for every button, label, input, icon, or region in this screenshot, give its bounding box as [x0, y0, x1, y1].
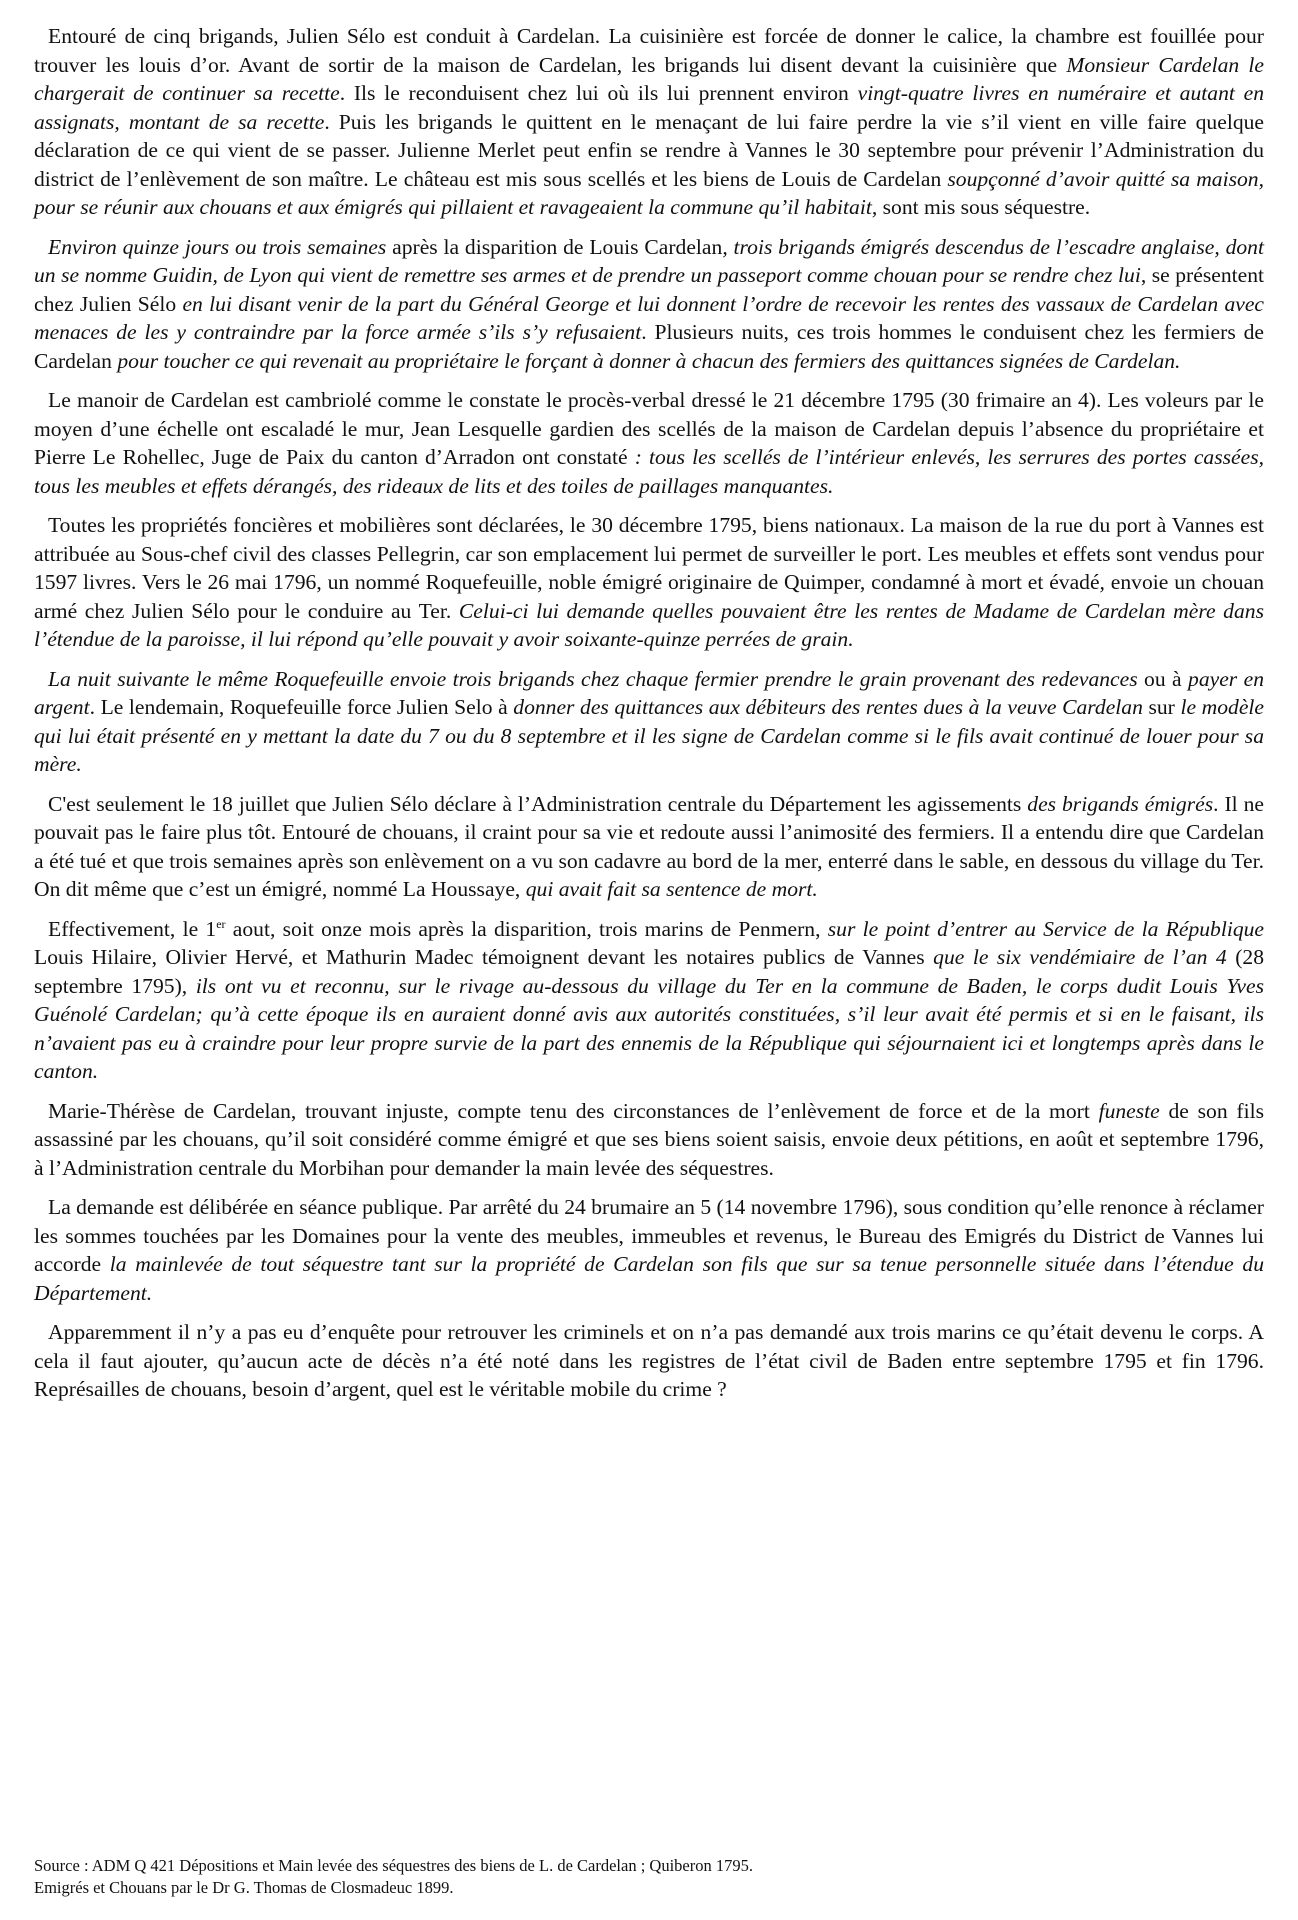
paragraph	[34, 790, 1264, 904]
paragraph	[34, 22, 1264, 222]
text-segment: sont mis sous séquestre.	[877, 195, 1091, 219]
document-body	[34, 22, 1264, 1415]
italic-text: vingt-quatre livres en numéraire et autant en assignats, montant de sa recette	[34, 81, 1265, 134]
text-segment: , se présentent chez Julien Sélo	[34, 263, 1264, 316]
italic-text: sur le point d’entrer au Service de la République	[827, 916, 1265, 941]
italic-text: en lui disant venir de la part du Général George et lui donnent l’ordre de recevoir les rentes des vassaux de Cardelan avec menaces de les y contraindre par la force armée s’ils s’y refusaient	[34, 291, 1265, 344]
text-segment: Marie-Thérèse de Cardelan, trouvant injuste, compte tenu des circonstances de l’enlèvement de force et de la mort	[48, 1098, 1099, 1123]
text-segment: Le manoir de Cardelan est cambriolé comme le constate le procès-verbal dressé le 21 décembre 1795 (30 frimaire an 4). Les voleurs par le moyen d’une échelle ont escaladé le mur, Jean Lesquelle gardien des scellés de la maison de Cardelan depuis l’absence du propriétaire et Pierre Le Rohellec, Juge de Paix du canton d’Arradon ont constaté	[34, 388, 1264, 469]
italic-text: que le six vendémiaire de l’an 4	[933, 945, 1227, 969]
italic-text: donner des quittances aux débiteurs des rentes dues à la veuve Cardelan	[513, 695, 1143, 719]
text-segment: La demande est délibérée en séance publique. Par arrêté du 24 brumaire an 5 (14 novembre 1796), sous condition qu’elle renonce à réclamer les sommes touchées par les Domaines pour la vente des meubles, immeubles et revenus, le Bureau des Emigrés du District de Vannes lui accorde	[34, 1195, 1264, 1276]
italic-text: des brigands émigrés	[1027, 791, 1214, 816]
italic-text: ils ont vu et reconnu, sur le rivage au-dessous du village du Ter en la commune de Baden, le corps dudit Louis Yves Guénolé Cardelan; qu’à cette époque ils en auraient donné avis aux autorités constituées, s’il leur avait été permis et si en le faisant, ils n’avaient pas eu à craindre pour leur propre survie de la part des ennemis de la République qui séjournaient ici et longtemps après dans le canton.	[34, 973, 1264, 1083]
text-segment: . Plusieurs nuits, ces trois hommes le conduisent chez les fermiers de Cardelan	[34, 320, 1264, 373]
source-note	[34, 1855, 1264, 1899]
text-segment: Entouré de cinq brigands, Julien Sélo est conduit à Cardelan. La cuisinière est forcée de donner le calice, la chambre est fouillée pour trouver les louis d’or. Avant de sortir de la maison de Cardelan, les brigands lui disent devant la cuisinière que	[34, 24, 1264, 77]
paragraph	[34, 233, 1264, 376]
source-line: Emigrés et Chouans par le Dr G. Thomas de Closmadeuc 1899.	[34, 1878, 454, 1897]
text-segment: Toutes les propriétés foncières et mobilières sont déclarées, le 30 décembre 1795, biens nationaux. La maison de la rue du port à Vannes est attribuée au Sous-chef civil des classes Pellegrin, car son emplacement lui permet de surveiller le port. Les meubles et effets sont vendus pour 1597 livres. Vers le 26 mai 1796, un nommé Roquefeuille, noble émigré originaire de Quimper, condamné à mort et évadé	[34, 513, 1264, 594]
paragraph	[34, 915, 1264, 1086]
text-segment: . Puis les brigands le quittent en le menaçant de lui faire perdre la vie s’il vient en ville faire quelque déclaration de ce qui vient de se passer. Julienne Merlet peut enfin se rendre à Vannes le 30 septembre pour prévenir l’Administration du district de l’enlèvement de son maître. Le château est mis sous scellés et les biens de Louis de Cardelan	[34, 109, 1264, 191]
paragraph	[34, 665, 1264, 779]
text-segment: (28 septembre 1795),	[34, 945, 1264, 998]
italic-text: Monsieur Cardelan le chargerait de continuer sa recette	[34, 52, 1264, 105]
text-segment: aout, soit onze mois après la disparition, trois marins de Penmern,	[225, 916, 828, 941]
text-segment: . Il ne pouvait pas le faire plus tôt. Entouré de chouans, il craint pour sa vie et redoute aussi l’animosité des fermiers. Il a entendu dire que Cardelan a été tué et que trois semaines après son enlèvement on a vu son cadavre au bord de la mer, enterré dans le sable, en dessous du village du Ter. On dit même que c’est un émigré, nommé La Houssaye,	[34, 791, 1264, 901]
text-segment: après la disparition de Louis Cardelan	[386, 234, 723, 259]
text-segment: Louis Hilaire, Olivier Hervé, et Mathurin Madec témoignent devant les notaires publics de Vannes	[34, 945, 934, 969]
italic-text: qui avait fait sa sentence de mort.	[525, 877, 818, 901]
paragraph	[34, 1193, 1264, 1307]
italic-text: le modèle qui lui était présenté en y mettant la date du 7 ou du 8 septembre et il les signe de Cardelan comme si le fils avait continué de louer pour sa mère.	[34, 695, 1264, 776]
text-segment: de son fils assassiné par les chouans, qu’il soit considéré comme émigré et que ses biens soient saisis, envoie deux pétitions, en août et septembre 1796, à l’Administration centrale du Morbihan pour demander la main levée des séquestres.	[34, 1098, 1264, 1180]
italic-text: pour toucher ce qui revenait au propriétaire le forçant à donner à chacun des fermiers des quittances signées de Cardelan.	[117, 348, 1181, 373]
paragraph	[34, 386, 1264, 500]
text-segment: . Ils le reconduisent chez lui où ils lui prennent environ	[339, 81, 858, 105]
italic-text: la mainlevée de tout séquestre tant sur la propriété de Cardelan son fils que sur sa tenue personnelle située dans l’étendue du Département.	[34, 1252, 1264, 1305]
source-line: Source : ADM Q 421 Dépositions et Main levée des séquestres des biens de L. de Cardelan ; Quiberon 1795.	[34, 1856, 753, 1875]
italic-text: , trois brigands émigrés descendus de l’escadre anglaise, dont un se nomme Guidin, de Lyon qui vient de remettre ses armes et de prendre un passeport comme chouan pour se rendre chez lui	[34, 234, 1264, 287]
text-segment: sur	[1142, 695, 1181, 719]
italic-text: ,	[1099, 570, 1105, 594]
text-segment: envoie un chouan armé chez Julien Sélo pour le conduire au Ter.	[34, 570, 1264, 623]
italic-text: soupçonné d’avoir quitté sa maison, pour se réunir aux chouans et aux émigrés qui pillaient et ravageaient la commune qu’il habitait,	[34, 166, 1264, 219]
italic-text: Celui-ci lui demande quelles pouvaient être les rentes de Madame de Cardelan mère dans l’étendue de la paroisse, il lui répond qu’elle pouvait y avoir soixante-quinze perrées de grain.	[34, 598, 1264, 651]
italic-text: funeste	[1098, 1098, 1160, 1123]
paragraph	[34, 511, 1264, 654]
paragraph	[34, 1318, 1264, 1404]
italic-text: La nuit suivante le même Roquefeuille envoie trois brigands chez chaque fermier prendre le grain provenant des redevances	[48, 666, 1138, 691]
text-segment: Apparemment il n’y a pas eu d’enquête pour retrouver les criminels et on n’a pas demandé aux trois marins ce qu’était devenu le corps. A cela il faut ajouter, qu’aucun acte de décès n’a été noté dans les registres de l’état civil de Baden entre septembre 1795 et fin 1796. Représailles de chouans, besoin d’argent, quel est le véritable mobile du crime ?	[34, 1320, 1264, 1401]
italic-text: Environ quinze jours ou trois semaines	[48, 234, 387, 259]
text-segment: . Le lendemain, Roquefeuille force Julien Selo à	[89, 695, 514, 719]
superscript: er	[216, 916, 226, 931]
text-segment: ou à	[1137, 666, 1189, 691]
italic-text: payer en argent	[34, 666, 1265, 719]
paragraph	[34, 1097, 1264, 1183]
text-segment: C'est seulement le 18 juillet que Julien Sélo déclare à l’Administration centrale du Département les agissements	[48, 791, 1028, 816]
italic-text: : tous les scellés de l’intérieur enlevés, les serrures des portes cassées, tous les meubles et effets dérangés, des rideaux de lits et des toiles de paillages manquantes.	[34, 445, 1264, 498]
text-segment: Effectivement, le 1	[48, 916, 217, 941]
